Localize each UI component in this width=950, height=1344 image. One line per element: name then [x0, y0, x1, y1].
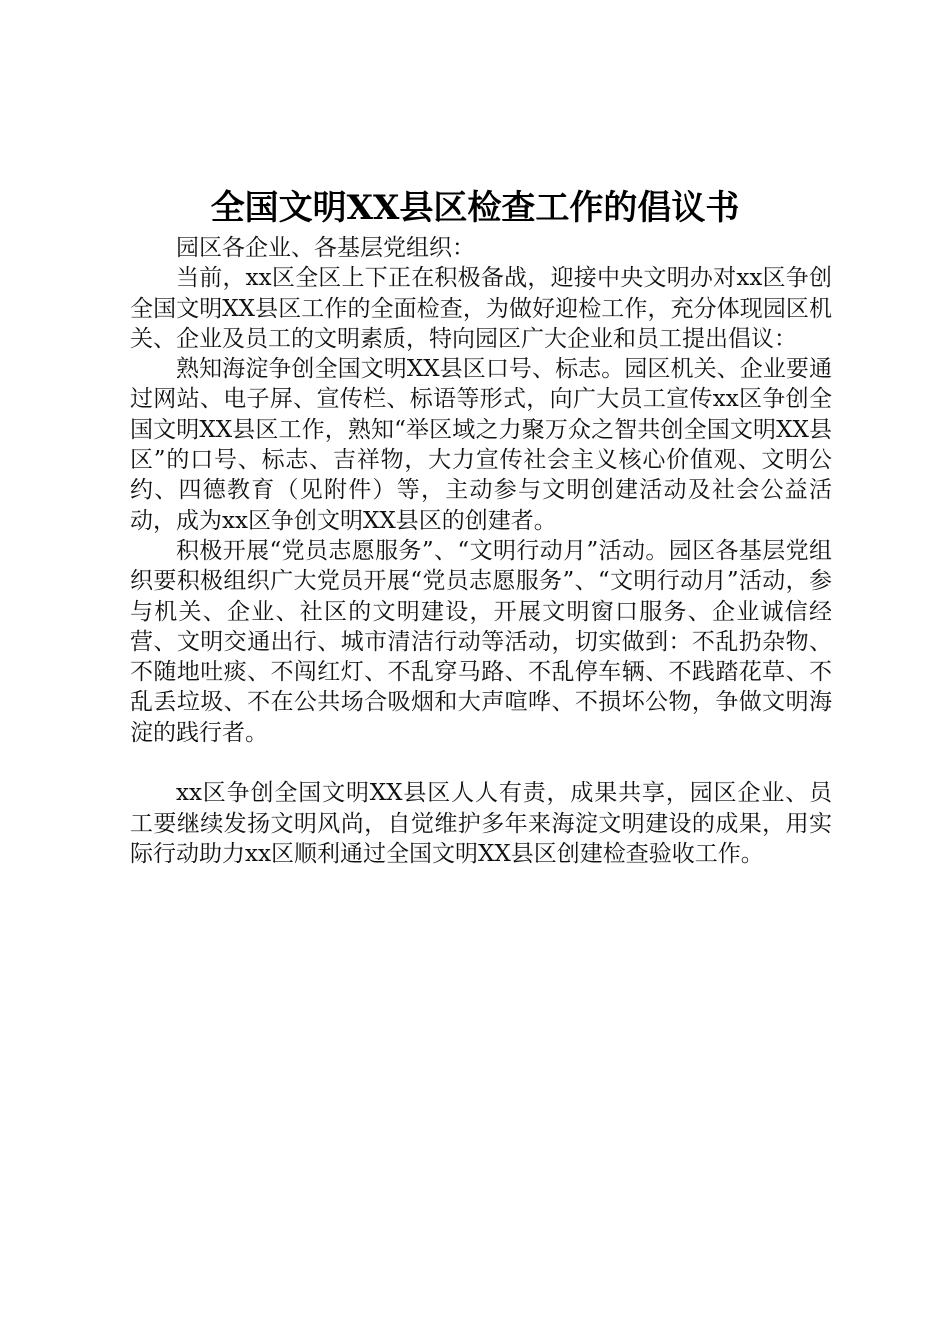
paragraph-intro: 当前，xx区全区上下正在积极备战，迎接中央文明办对xx区争创全国文明XX县区工作的全面检查，为做好迎检工作，充分体现园区机关、企业及员工的文明素质，特向园区广大企业和员工提出倡议： — [130, 265, 832, 352]
paragraph-volunteer: 积极开展“党员志愿服务”、“文明行动月”活动。园区各基层党组织要积极组织广大党员开展“党员志愿服务”、“文明行动月”活动，参与机关、企业、社区的文明建设，开展文明窗口服务、企业诚信经营、文明交通出行、城市清洁行动等活动，切实做到：不乱扔杂物、不随地吐痰、不闯红灯、不乱穿马路、不乱停车辆、不践踏花草、不乱丢垃圾、不在公共场合吸烟和大声喧哗、不损坏公物，争做文明海淀的践行者。 — [130, 537, 832, 746]
paragraph-slogan: 熟知海淀争创全国文明XX县区口号、标志。园区机关、企业要通过网站、电子屏、宣传栏、标语等形式，向广大员工宣传xx区争创全国文明XX县区工作，熟知“举区域之力聚万众之智共创全国文明XX县区”的口号、标志、吉祥物，大力宣传社会主义核心价值观、文明公约、四德教育（见附件）等，主动参与文明创建活动及社会公益活动，成为xx区争创文明XX县区的创建者。 — [130, 356, 832, 534]
document-body — [130, 233, 832, 869]
salutation: 园区各企业、各基层党组织： — [176, 235, 475, 261]
blank-line — [130, 748, 832, 778]
paragraph-closing: xx区争创全国文明XX县区人人有责，成果共享，园区企业、员工要继续发扬文明风尚，自觉维护多年来海淀文明建设的成果，用实际行动助力xx区顺利通过全国文明XX县区创建检查验收工作。 — [130, 780, 832, 867]
document-title: 全国文明XX县区检查工作的倡议书 — [210, 188, 740, 228]
